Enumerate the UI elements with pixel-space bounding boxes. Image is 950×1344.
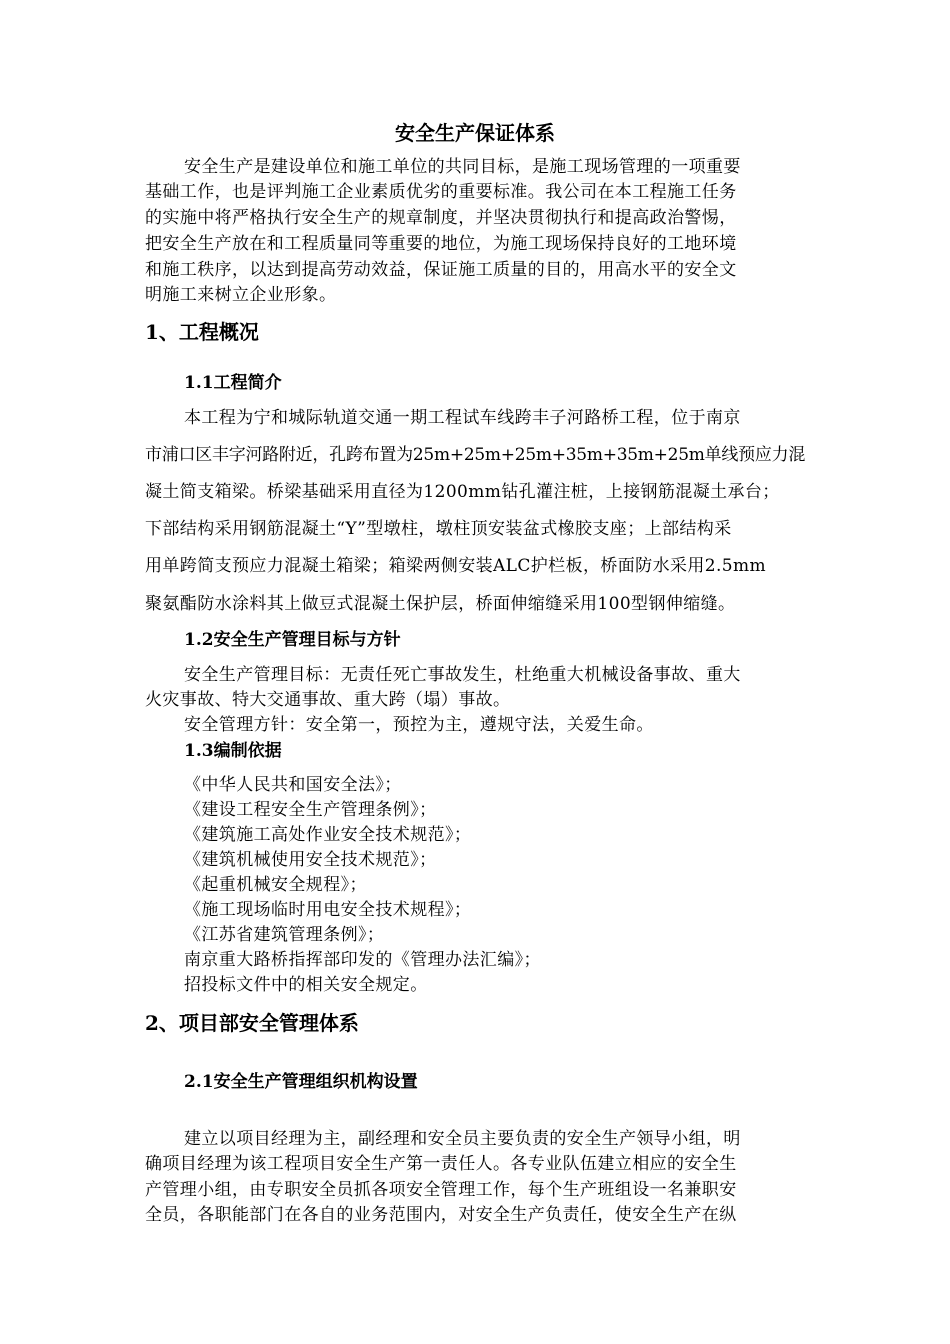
subsection-heading: 2.1安全生产管理组织机构设置	[184, 1072, 418, 1092]
text-line: 的实施中将严格执行安全生产的规章制度，并坚决贯彻执行和提高政治警惕，	[145, 208, 737, 228]
text-line: 市浦口区丰字河路附近，孔跨布置为25m+25m+25m+35m+35m+25m单线预应力混	[145, 445, 806, 465]
text-line: 明施工来树立企业形象。	[145, 285, 337, 305]
text-line: 安全生产是建设单位和施工单位的共同目标，是施工现场管理的一项重要	[184, 157, 741, 177]
text-line: 安全管理方针：安全第一，预控为主，遵规守法，关爱生命。	[184, 715, 654, 735]
text-line: 全员，各职能部门在各自的业务范围内，对安全生产负责任，使安全生产在纵	[145, 1205, 737, 1225]
text-line: 产管理小组，由专职安全员抓各项安全管理工作，每个生产班组设一名兼职安	[145, 1180, 737, 1200]
text-line: 基础工作，也是评判施工企业素质优劣的重要标准。我公司在本工程施工任务	[145, 182, 737, 202]
list-item: 《江苏省建筑管理条例》；	[184, 925, 385, 945]
text-line: 本工程为宁和城际轨道交通一期工程试车线跨丰子河路桥工程，位于南京	[184, 408, 741, 428]
list-item: 《施工现场临时用电安全技术规程》；	[184, 900, 472, 920]
subsection-heading: 1.2安全生产管理目标与方针	[184, 630, 401, 650]
text-line: 和施工秩序，以达到提高劳动效益，保证施工质量的目的，用高水平的安全文	[145, 260, 737, 280]
document-title: 安全生产保证体系	[395, 121, 555, 145]
list-item: 《起重机械安全规程》；	[184, 875, 367, 895]
list-item: 《中华人民共和国安全法》；	[184, 775, 402, 795]
subsection-heading: 1.1工程简介	[184, 373, 282, 393]
text-line: 安全生产管理目标：无责任死亡事故发生，杜绝重大机械设备事故、重大	[184, 665, 741, 685]
list-item: 《建筑施工高处作业安全技术规范》；	[184, 825, 472, 845]
text-line: 聚氨酯防水涂料其上做豆式混凝土保护层，桥面伸缩缝采用100型钢伸缩缝。	[145, 594, 736, 614]
text-line: 建立以项目经理为主，副经理和安全员主要负责的安全生产领导小组，明	[184, 1129, 741, 1149]
section-heading: 2、项目部安全管理体系	[145, 1011, 359, 1035]
text-line: 下部结构采用钢筋混凝土“Y”型墩柱，墩柱顶安装盆式橡胶支座；上部结构采	[145, 519, 732, 539]
list-item: 南京重大路桥指挥部印发的《管理办法汇编》；	[184, 950, 541, 970]
list-item: 《建设工程安全生产管理条例》；	[184, 800, 437, 820]
text-line: 确项目经理为该工程项目安全生产第一责任人。各专业队伍建立相应的安全生	[145, 1154, 737, 1174]
text-line: 用单跨简支预应力混凝土箱梁；箱梁两侧安装ALC护栏板，桥面防水采用2.5mm	[145, 556, 767, 576]
list-item: 招投标文件中的相关安全规定。	[184, 975, 428, 995]
text-line: 火灾事故、特大交通事故、重大跨（塌）事故。	[145, 690, 511, 710]
subsection-heading: 1.3编制依据	[184, 741, 282, 761]
text-line: 凝土简支箱梁。桥梁基础采用直径为1200mm钻孔灌注桩，上接钢筋混凝土承台；	[145, 482, 780, 502]
list-item: 《建筑机械使用安全技术规范》；	[184, 850, 437, 870]
text-line: 把安全生产放在和工程质量同等重要的地位，为施工现场保持良好的工地环境	[145, 234, 737, 254]
section-heading: 1、工程概况	[145, 320, 259, 344]
